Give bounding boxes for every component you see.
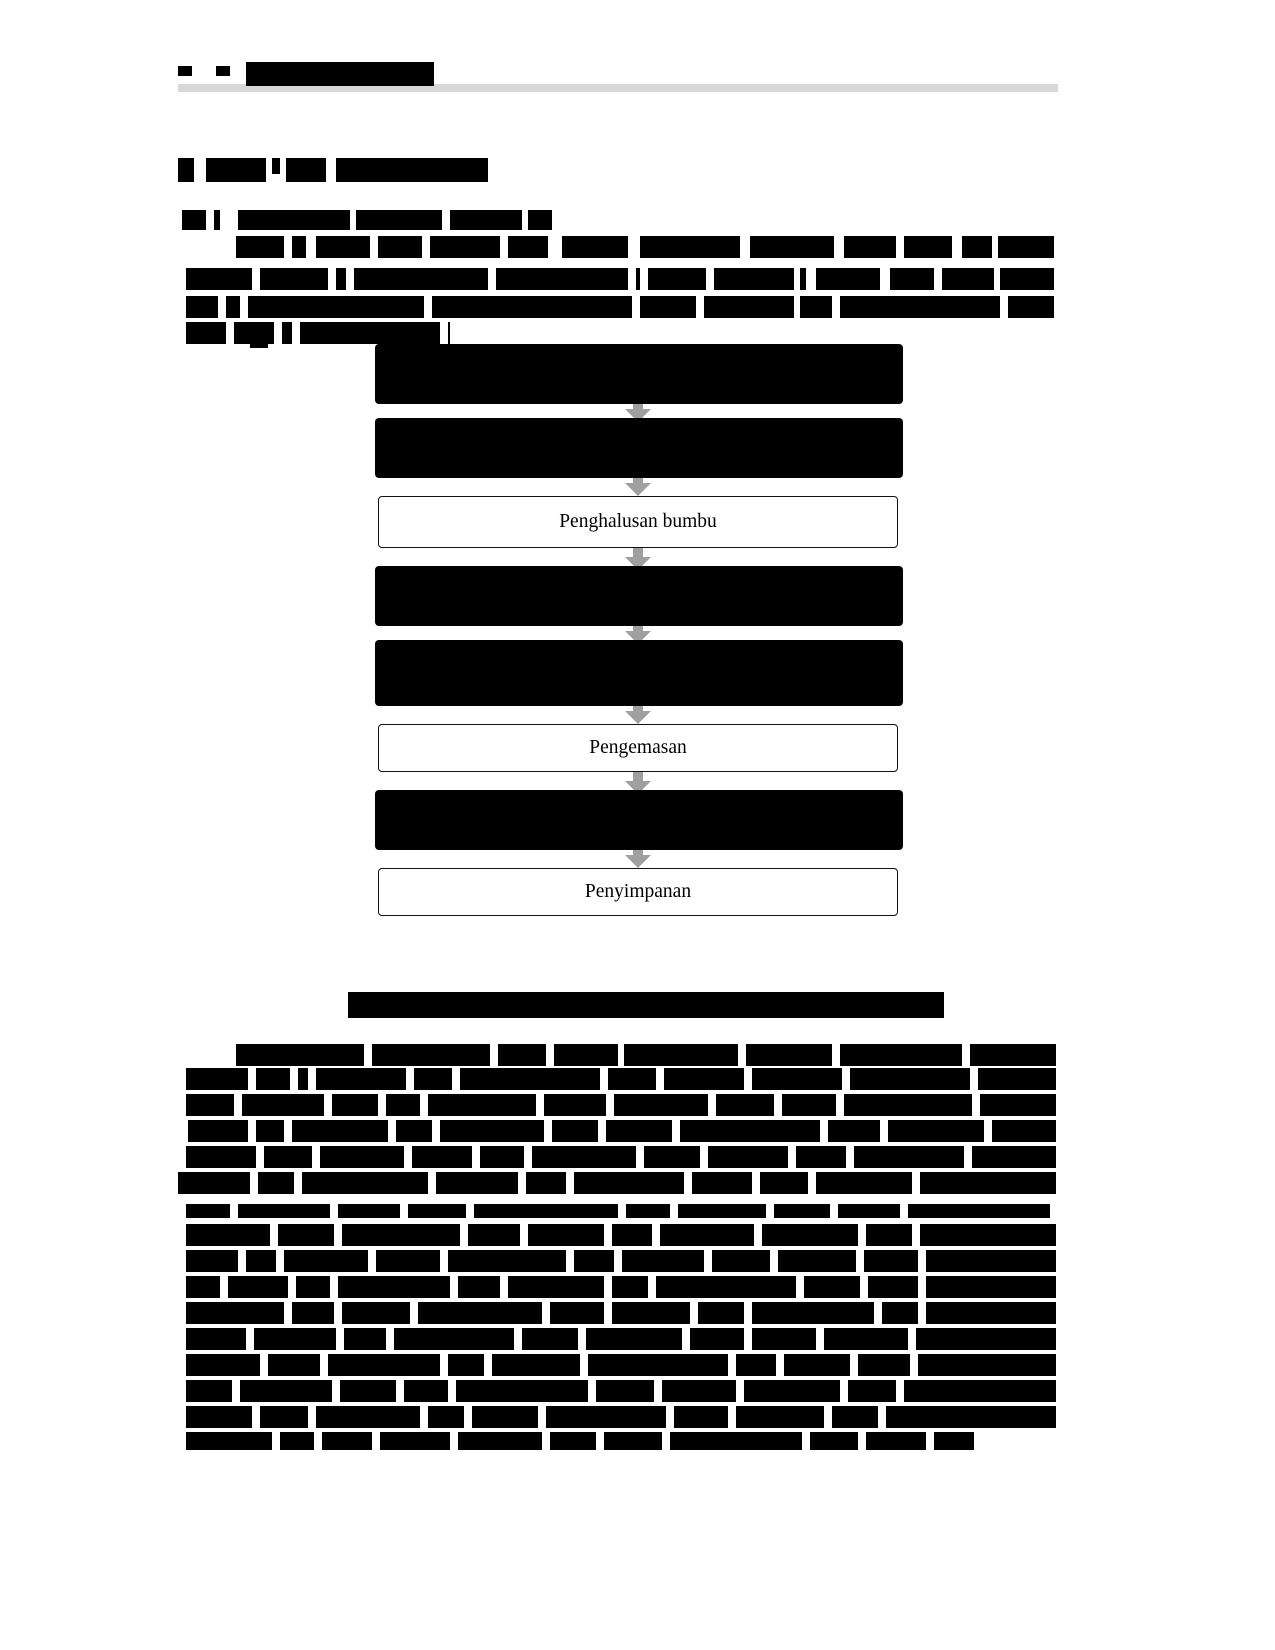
- redaction-mark: [372, 1044, 490, 1066]
- redaction-mark: [762, 1224, 858, 1246]
- redaction-mark: [554, 1044, 618, 1066]
- redaction-mark: [186, 1354, 260, 1376]
- redaction-mark: [186, 1380, 232, 1402]
- redaction-mark: [256, 1120, 284, 1142]
- redaction-mark: [186, 1328, 246, 1350]
- redaction-mark: [186, 1224, 270, 1246]
- redaction-mark: [660, 1224, 754, 1246]
- flowchart-step-label: Penerimaan Bahan Baku: [541, 362, 735, 384]
- redaction-mark: [574, 1250, 614, 1272]
- redaction-mark: [186, 1432, 272, 1450]
- redaction-mark: [532, 1146, 636, 1168]
- redaction-mark: [596, 1380, 654, 1402]
- redaction-mark: [784, 1354, 850, 1376]
- flowchart-step-label: Penumisan bumbu selama 15 menit: [499, 584, 777, 606]
- redaction-mark: [920, 1172, 1056, 1194]
- redaction-mark: [708, 1146, 788, 1168]
- redaction-mark: [428, 1094, 536, 1116]
- redaction-mark: [342, 1224, 460, 1246]
- redaction-mark: [850, 1068, 970, 1090]
- redaction-mark: [380, 1432, 450, 1450]
- flowchart-step-box: [378, 422, 898, 474]
- redaction-mark: [586, 1328, 682, 1350]
- redaction-mark: [284, 1250, 368, 1272]
- redaction-mark: [394, 1328, 514, 1350]
- redaction-mark: [386, 1094, 420, 1116]
- redaction-mark: [736, 1354, 776, 1376]
- redaction-mark: [338, 1276, 450, 1298]
- redaction-mark: [868, 1276, 918, 1298]
- redaction-mark: [408, 1204, 466, 1218]
- redaction-mark: [456, 1380, 588, 1402]
- redaction-mark: [242, 1094, 324, 1116]
- redaction-mark: [612, 1276, 648, 1298]
- redaction-mark: [690, 1328, 744, 1350]
- flowchart-step-box: [378, 644, 898, 702]
- redaction-mark: [782, 1094, 836, 1116]
- redaction-mark: [268, 1354, 320, 1376]
- redaction-mark: [474, 1204, 618, 1218]
- redaction-mark: [866, 1224, 912, 1246]
- redaction-mark: [980, 1094, 1056, 1116]
- redaction-mark: [926, 1276, 1056, 1298]
- flowchart-step-box: [378, 868, 898, 916]
- redaction-mark: [508, 1276, 604, 1298]
- redaction-mark: [278, 1224, 334, 1246]
- redaction-mark: [186, 1146, 256, 1168]
- redaction-mark: [626, 1204, 670, 1218]
- redaction-mark: [188, 1120, 248, 1142]
- flowchart-step-label: Pemasakan karkas beserta bumbu selama 45 menit: [440, 661, 836, 683]
- redaction-mark: [256, 1068, 290, 1090]
- redaction-mark: [236, 1044, 364, 1066]
- redaction-mark: [342, 1302, 410, 1324]
- redaction-mark: [970, 1044, 1056, 1066]
- redaction-mark: [186, 1204, 230, 1218]
- redaction-mark: [752, 1302, 874, 1324]
- redaction-mark: [186, 1276, 220, 1298]
- flowchart-step: [378, 348, 898, 400]
- redaction-mark: [458, 1276, 500, 1298]
- redaction-mark: [280, 1432, 314, 1450]
- redaction-mark: [804, 1276, 860, 1298]
- redaction-mark: [526, 1172, 566, 1194]
- redaction-mark: [882, 1302, 918, 1324]
- flowchart-step-label: Penghalusan bumbu: [559, 510, 717, 532]
- redaction-mark: [824, 1328, 908, 1350]
- redaction-mark: [340, 1380, 396, 1402]
- redaction-mark: [858, 1354, 910, 1376]
- redaction-mark: [492, 1354, 580, 1376]
- redaction-mark: [926, 1250, 1056, 1272]
- flowchart-step-box: [378, 570, 898, 622]
- redaction-mark: [848, 1380, 896, 1402]
- redaction-mark: [528, 1224, 604, 1246]
- redaction-mark: [320, 1146, 404, 1168]
- redaction-mark: [698, 1302, 744, 1324]
- redaction-mark: [736, 1406, 824, 1428]
- redaction-mark: [332, 1094, 378, 1116]
- flowchart-step: [378, 644, 898, 702]
- redaction-mark: [992, 1120, 1056, 1142]
- redaction-mark: [886, 1406, 1056, 1428]
- redaction-mark: [746, 1044, 832, 1066]
- redaction-mark: [316, 1406, 420, 1428]
- redaction-mark: [396, 1120, 432, 1142]
- flowchart-step-label: Pemotongan karkas: [561, 436, 715, 458]
- redaction-mark: [460, 1068, 600, 1090]
- redaction-mark: [614, 1094, 708, 1116]
- redaction-mark: [774, 1204, 830, 1218]
- redaction-mark: [662, 1380, 736, 1402]
- redaction-mark: [240, 1380, 332, 1402]
- redaction-mark: [828, 1120, 880, 1142]
- redaction-mark: [840, 1044, 962, 1066]
- redaction-mark: [972, 1146, 1056, 1168]
- redaction-mark: [864, 1250, 918, 1272]
- redaction-mark: [186, 1302, 284, 1324]
- flowchart-step-label: Penyimpanan: [584, 880, 692, 902]
- redaction-mark: [692, 1172, 752, 1194]
- flowchart-step: [378, 422, 898, 474]
- flowchart-step-box: [378, 496, 898, 548]
- redaction-mark: [796, 1146, 846, 1168]
- redaction-mark: [838, 1204, 900, 1218]
- redaction-mark: [328, 1354, 440, 1376]
- redaction-mark: [472, 1406, 538, 1428]
- redaction-mark: [376, 1250, 440, 1272]
- redaction-mark: [644, 1146, 700, 1168]
- redaction-mark: [608, 1068, 656, 1090]
- redaction-mark: [186, 1406, 252, 1428]
- redaction-mark: [624, 1044, 738, 1066]
- redaction-mark: [744, 1380, 840, 1402]
- redaction-mark: [186, 1250, 238, 1272]
- redaction-mark: [552, 1120, 598, 1142]
- redaction-mark: [550, 1432, 596, 1450]
- redaction-mark: [246, 1250, 276, 1272]
- redaction-mark: [934, 1432, 974, 1450]
- redaction-mark: [680, 1120, 820, 1142]
- redaction-mark: [866, 1432, 926, 1450]
- redaction-mark: [440, 1120, 544, 1142]
- redaction-mark: [258, 1172, 294, 1194]
- redaction-mark: [678, 1204, 766, 1218]
- flowchart-step-label: Pengemasan: [589, 736, 687, 758]
- redaction-mark: [916, 1328, 1056, 1350]
- redaction-mark: [716, 1094, 774, 1116]
- redaction-mark: [854, 1146, 964, 1168]
- flowchart-step: [378, 868, 898, 916]
- flowchart-step: [378, 496, 898, 548]
- redaction-mark: [404, 1380, 448, 1402]
- redaction-mark: [428, 1406, 464, 1428]
- flowchart-step-label: Sterilisasi selama 15 menit suhu 121C, 2 atm: [461, 808, 815, 830]
- flowchart-step-box: [378, 724, 898, 772]
- redaction-mark: [254, 1328, 336, 1350]
- flowchart-step-box: [378, 348, 898, 400]
- redaction-mark: [544, 1094, 606, 1116]
- redaction-mark: [612, 1224, 652, 1246]
- redaction-mark: [498, 1044, 546, 1066]
- redaction-mark: [844, 1094, 972, 1116]
- redaction-mark: [522, 1328, 578, 1350]
- redaction-mark: [978, 1068, 1056, 1090]
- redaction-mark: [292, 1302, 334, 1324]
- redaction-mark: [228, 1276, 288, 1298]
- flowchart-step: [378, 794, 898, 846]
- flowchart-step: [378, 570, 898, 622]
- redaction-mark: [412, 1146, 472, 1168]
- redaction-mark: [908, 1204, 1050, 1218]
- redaction-mark: [264, 1146, 312, 1168]
- flowchart-step-box: [378, 794, 898, 846]
- redaction-mark: [448, 1354, 484, 1376]
- redaction-mark: [322, 1432, 372, 1450]
- redaction-mark: [344, 1328, 386, 1350]
- redaction-mark: [292, 1120, 388, 1142]
- redaction-mark: [546, 1406, 666, 1428]
- redaction-mark: [178, 1172, 250, 1194]
- redaction-mark: [414, 1068, 452, 1090]
- redaction-mark: [920, 1224, 1056, 1246]
- redaction-mark: [480, 1146, 524, 1168]
- redaction-mark: [604, 1432, 662, 1450]
- redaction-mark: [260, 1406, 308, 1428]
- redaction-mark: [186, 1068, 248, 1090]
- redaction-mark: [612, 1302, 690, 1324]
- redaction-mark: [656, 1276, 796, 1298]
- redaction-mark: [816, 1172, 912, 1194]
- redaction-mark: [296, 1276, 330, 1298]
- redaction-mark: [436, 1172, 518, 1194]
- redaction-mark: [574, 1172, 684, 1194]
- redaction-mark: [674, 1406, 728, 1428]
- redaction-mark: [622, 1250, 704, 1272]
- redaction-mark: [810, 1432, 858, 1450]
- redaction-mark: [752, 1068, 842, 1090]
- redaction-mark: [918, 1354, 1056, 1376]
- redaction-mark: [238, 1204, 330, 1218]
- redaction-mark: [606, 1120, 672, 1142]
- redaction-mark: [338, 1204, 400, 1218]
- redaction-mark: [468, 1224, 520, 1246]
- redaction-mark: [712, 1250, 770, 1272]
- redaction-mark: [458, 1432, 542, 1450]
- redaction-mark: [186, 1094, 234, 1116]
- redaction-mark: [588, 1354, 728, 1376]
- redaction-mark: [448, 1250, 566, 1272]
- redaction-mark: [418, 1302, 542, 1324]
- redaction-mark: [302, 1172, 428, 1194]
- redaction-mark: [298, 1068, 308, 1090]
- redaction-mark: [888, 1120, 984, 1142]
- redaction-mark: [904, 1380, 1056, 1402]
- flowchart-step: [378, 724, 898, 772]
- redaction-mark: [664, 1068, 744, 1090]
- redaction-mark: [926, 1302, 1056, 1324]
- redaction-mark: [760, 1172, 808, 1194]
- redaction-mark: [670, 1432, 802, 1450]
- redaction-mark: [778, 1250, 856, 1272]
- redaction-mark: [832, 1406, 878, 1428]
- redaction-mark: [550, 1302, 604, 1324]
- redaction-mark: [752, 1328, 816, 1350]
- redaction-mark: [316, 1068, 406, 1090]
